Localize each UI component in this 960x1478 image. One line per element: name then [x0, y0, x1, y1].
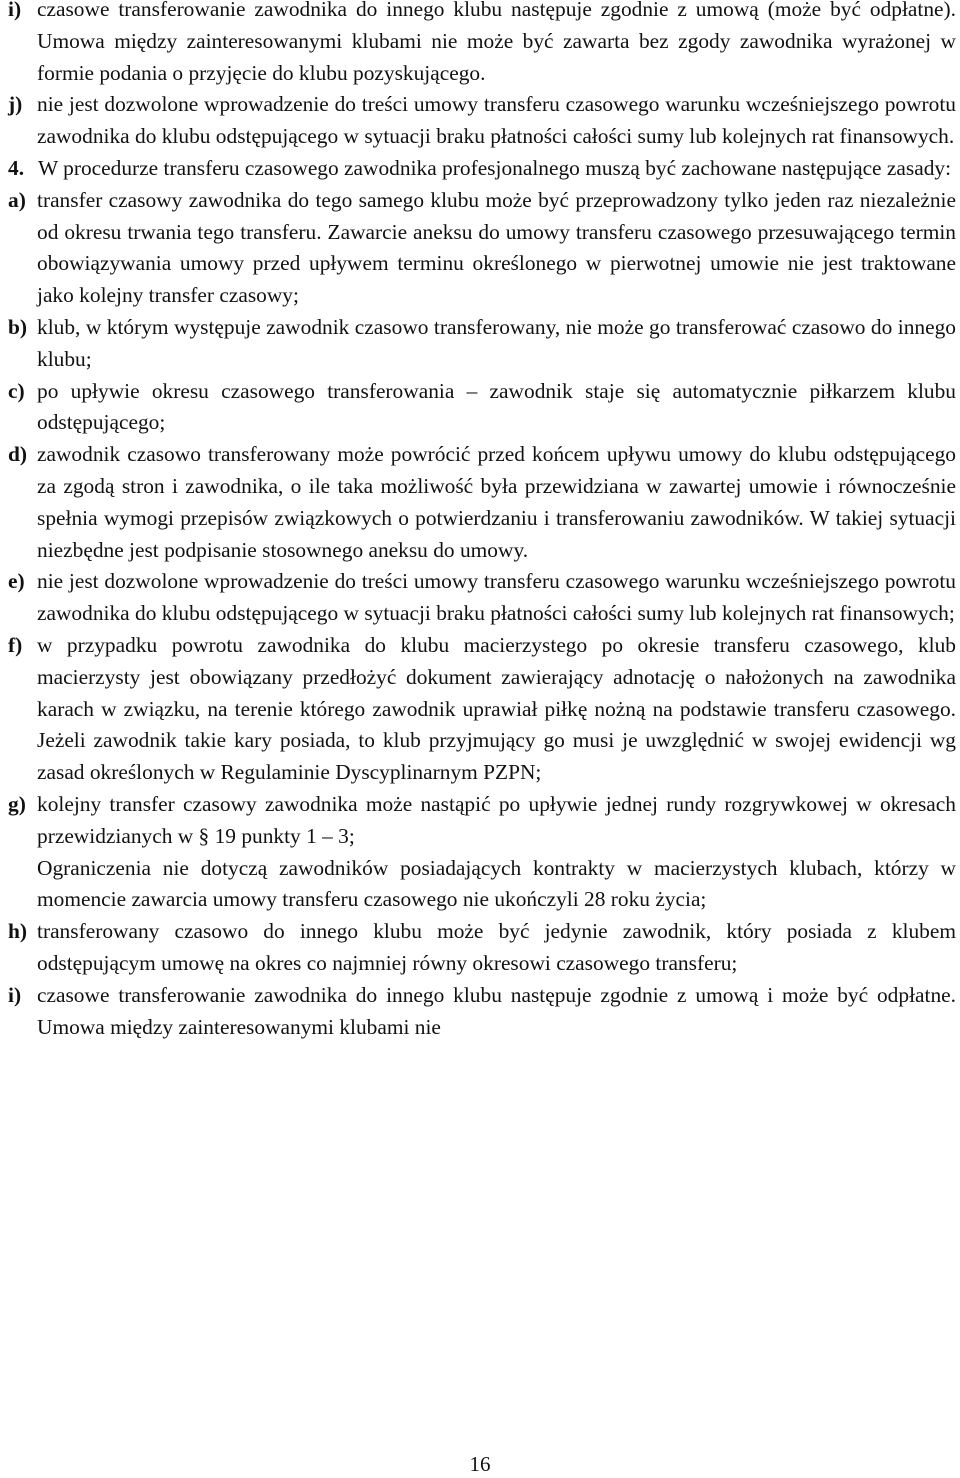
list-item-a	[8, 185, 956, 312]
list-item-label: g)	[8, 791, 26, 816]
point-4	[8, 153, 956, 185]
list-item-i-top	[8, 0, 956, 89]
list-item-label: j)	[8, 92, 23, 117]
list-item-label: a)	[8, 187, 26, 212]
list-item-text: w przypadku powrotu zawodnika do klubu macierzystego po okresie transferu czasowego, klub macierzysty jest obowiązany przedłożyć dokument zawierający adnotację o nałożonych na zawodnika karach w związku, na terenie którego zawodnik uprawiał piłkę nożną na podstawie transferu czasowego. Jeżeli zawodnik takie kary posiada, to klub przyjmujący go musi je uwzględnić w swojej ewidencji wg zasad określonych w Regulaminie Dyscyplinarnym PZPN;	[37, 632, 956, 785]
list-item-body	[37, 789, 956, 916]
list-item-c	[8, 376, 956, 440]
list-item-text: czasowe transferowanie zawodnika do innego klubu następuje zgodnie z umową (może być odpłatne). Umowa między zainteresowanymi klubami nie może być zawarta bez zgody zawodnika wyrażonej w formie podania o przyjęcie do klubu pozyskującego.	[37, 0, 956, 85]
list-item-text: kolejny transfer czasowy zawodnika może nastąpić po upływie jednej rundy rozgrywkowej w okresach przewidzianych w § 19 punkty 1 – 3;	[37, 791, 956, 848]
list-item-h	[8, 916, 956, 980]
list-item-text: transferowany czasowo do innego klubu może być jedynie zawodnik, który posiada z klubem odstępującym umowę na okres co najmniej równy okresowi czasowego transferu;	[37, 919, 956, 975]
document-page	[8, 0, 956, 1043]
list-item-label: h)	[8, 919, 28, 944]
list-item-text: nie jest dozwolone wprowadzenie do treści umowy transferu czasowego warunku wcześniejszego powrotu zawodnika do klubu odstępującego w sytuacji braku płatności całości sumy lub kolejnych rat finansowych;	[37, 569, 956, 626]
point-4-list	[8, 185, 956, 1044]
list-item-text: czasowe transferowanie zawodnika do innego klubu następuje zgodnie z umową i może być odpłatne. Umowa między zainteresowanymi klubami nie	[37, 982, 956, 1039]
list-item-d	[8, 439, 956, 566]
list-item-label: i)	[8, 982, 22, 1007]
list-item-text: klub, w którym występuje zawodnik czasowo transferowany, nie może go transferować czasowo do innego klubu;	[37, 314, 956, 371]
list-item-text: transfer czasowy zawodnika do tego samego klubu może być przeprowadzony tylko jeden raz niezależnie od okresu trwania tego transferu. Zawarcie aneksu do umowy transferu czasowego przesuwającego termin obowiązywania umowy przed upływem terminu określonego w pierwotnej umowie nie jest traktowane jako kolejny transfer czasowy;	[37, 187, 956, 308]
page-number: 16	[469, 1452, 491, 1476]
list-item-j	[8, 89, 956, 153]
list-item-continuation: Ograniczenia nie dotyczą zawodników posiadających kontrakty w macierzystych klubach, którzy w momencie zawarcia umowy transferu czasowego nie ukończyli 28 roku życia;	[37, 855, 956, 912]
list-item-label: i)	[8, 0, 22, 21]
list-item-text: zawodnik czasowo transferowany może powrócić przed końcem upływu umowy do klubu odstępującego za zgodą stron i zawodnika, o ile taka możliwość była przewidziana w zawartej umowie i równocześnie spełnia wymogi przepisów związkowych o potwierdzaniu i transferowaniu zawodników. W takiej sytuacji niezbędne jest podpisanie stosownego aneksu do umowy.	[37, 442, 956, 562]
list-item-e	[8, 566, 956, 630]
list-item-label: e)	[8, 569, 25, 594]
point-body	[38, 153, 956, 185]
list-item-label: c)	[8, 378, 25, 403]
list-item-label: f)	[8, 632, 23, 657]
point-intro: W procedurze transferu czasowego zawodnika profesjonalnego muszą być zachowane następujące zasady:	[38, 155, 952, 180]
list-item-i-bottom	[8, 980, 956, 1044]
list-item-text: nie jest dozwolone wprowadzenie do treści umowy transferu czasowego warunku wcześniejszego powrotu zawodnika do klubu odstępującego w sytuacji braku płatności całości sumy lub kolejnych rat finansowych.	[37, 92, 956, 149]
list-item-text: po upływie okresu czasowego transferowania – zawodnik staje się automatycznie piłkarzem klubu odstępującego;	[37, 378, 956, 435]
point-number: 4.	[8, 155, 25, 180]
list-item-label: d)	[8, 442, 28, 467]
list-item-g	[8, 789, 956, 916]
list-item-b	[8, 312, 956, 376]
list-item-label: b)	[8, 314, 28, 339]
list-item-f	[8, 630, 956, 789]
